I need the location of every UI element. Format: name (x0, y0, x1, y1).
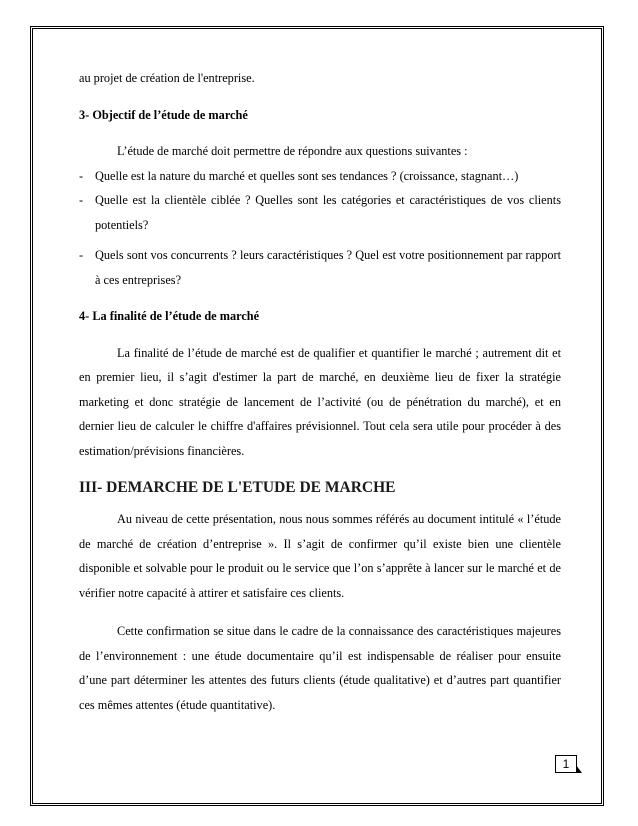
chapter-3-paragraph-1: Au niveau de cette présentation, nous nous sommes référés au document intitulé « l’étude de marché de création d’entreprise ». Il s’agit de confirmer qu’il existe bien une clientèle disponible et solvable pour le produit ou le service que l’on s’apprête à lancer sur le marché et de vérifier notre capacité à attirer et satisfaire ces clients. (79, 512, 561, 600)
document-body (79, 66, 561, 717)
dash-bullet: - (79, 193, 84, 207)
section-4-paragraph: La finalité de l’étude de marché est de qualifier et quantifier le marché ; autrement dit et en premier lieu, il s’agit d'estimer la part de marché, en deuxième lieu de fixer la stratégie marketing et donc stratégie de lancement de l’activité (ou de pénétration du marché), et en dernier lieu de calculer le chiffre d'affaires prévisionnel. Tout cela sera utile pour procéder à des estimation/prévisions financières. (79, 345, 561, 458)
page-number: 1 (555, 755, 577, 773)
dash-bullet: - (79, 168, 84, 183)
section-4-heading: 4- La finalité de l’étude de marché (79, 309, 260, 323)
list-item (79, 164, 561, 189)
list-item-text: Quels sont vos concurrents ? leurs caractéristiques ? Quel est votre positionnement par rapport à ces entreprises? (95, 248, 561, 287)
section-3-intro: L’étude de marché doit permettre de répondre aux questions suivantes : (117, 144, 468, 158)
list-item-text: Quelle est la clientèle ciblée ? Quelles sont les catégories et caractéristiques de vos clients potentiels? (95, 193, 561, 232)
section-3-heading: 3- Objectif de l’étude de marché (79, 107, 248, 122)
list-item (79, 188, 561, 237)
questions-list (79, 164, 561, 293)
dash-bullet: - (79, 248, 84, 262)
chapter-3-paragraph-2: Cette confirmation se situe dans le cadre de la connaissance des caractéristiques majeures de l’environnement : une étude documentaire qu’il est indispensable de réaliser pour ensuite d’une part déterminer les attentes des futurs clients (étude qualitative) et d’autres part quantifier ces mêmes attentes (étude quantitative). (79, 624, 561, 712)
chapter-3-title: III- DEMARCHE DE L'ETUDE DE MARCHE (79, 479, 396, 496)
continuation-line: au projet de création de l'entreprise. (79, 71, 255, 85)
list-item (79, 243, 561, 292)
page-corner-fold-icon (576, 765, 582, 773)
list-item-text: Quelle est la nature du marché et quelles sont ses tendances ? (croissance, stagnant…) (95, 168, 519, 183)
